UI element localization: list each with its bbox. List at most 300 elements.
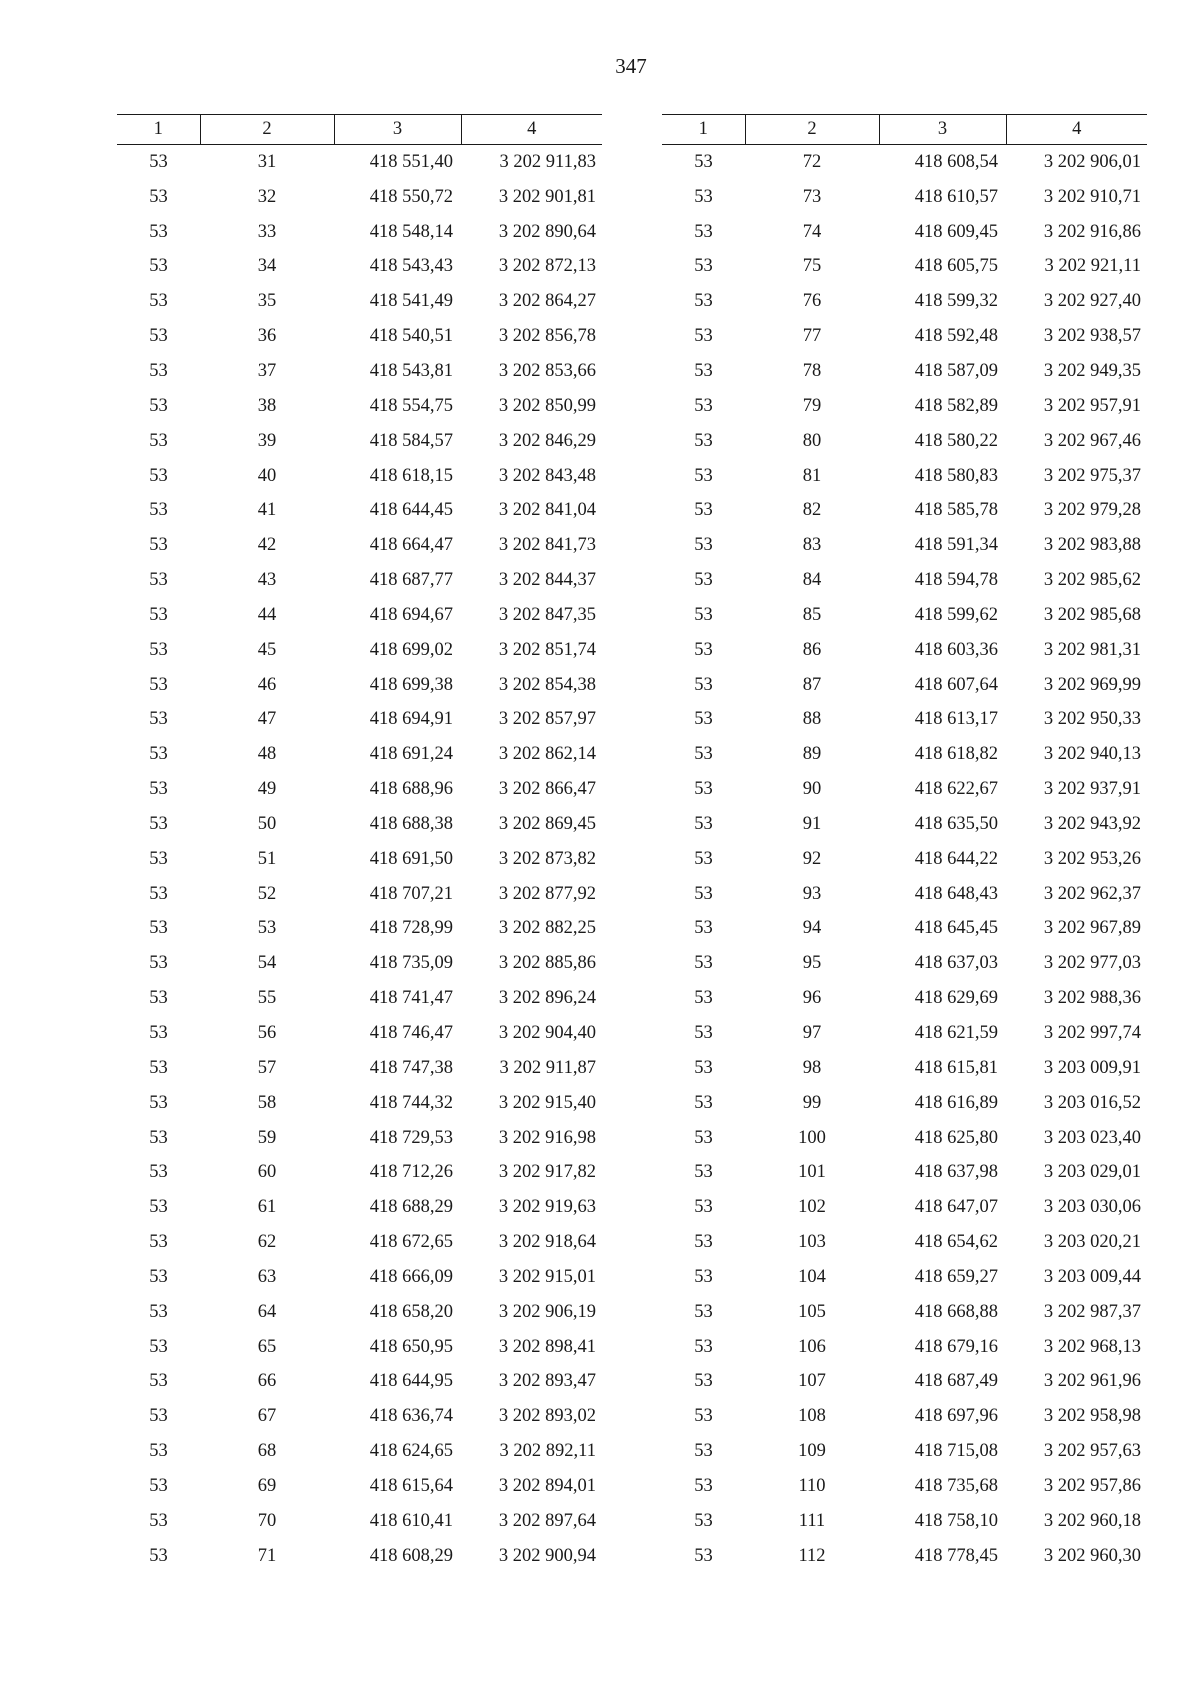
- column-header-2: 2: [745, 115, 879, 145]
- cell-y: 3 202 960,18: [1043, 1510, 1141, 1531]
- table-row: [662, 1121, 1147, 1156]
- table-row: [117, 145, 602, 180]
- cell-x: 418 618,82: [914, 744, 998, 765]
- cell-parcel: 53: [149, 1406, 168, 1427]
- cell-point: 95: [802, 953, 822, 974]
- cell-x: 418 582,89: [914, 395, 998, 416]
- cell-y: 3 202 846,29: [498, 430, 596, 451]
- cell-y: 3 202 985,68: [1043, 604, 1141, 625]
- cell-x: 418 616,89: [914, 1092, 998, 1113]
- cell-point: 63: [257, 1266, 277, 1287]
- cell-point: 73: [802, 186, 822, 207]
- cell-y: 3 202 862,14: [498, 744, 596, 765]
- cell-x: 418 543,81: [369, 360, 453, 381]
- column-header-4: 4: [461, 115, 602, 145]
- cell-parcel: 53: [694, 709, 713, 730]
- cell-y: 3 202 911,83: [499, 151, 596, 172]
- table-row: [117, 528, 602, 563]
- cell-y: 3 202 864,27: [498, 291, 596, 312]
- table-row: [662, 1190, 1147, 1225]
- cell-point: 60: [257, 1162, 277, 1183]
- table-row: [662, 493, 1147, 528]
- cell-parcel: 53: [149, 430, 168, 451]
- cell-parcel: 53: [149, 918, 168, 939]
- cell-parcel: 53: [149, 1510, 168, 1531]
- cell-y: 3 202 890,64: [498, 221, 596, 242]
- cell-y: 3 202 853,66: [498, 360, 596, 381]
- table-row: [662, 145, 1147, 180]
- cell-y: 3 202 847,35: [498, 604, 596, 625]
- cell-parcel: 53: [149, 151, 168, 172]
- cell-point: 74: [802, 221, 822, 242]
- cell-point: 110: [798, 1475, 826, 1496]
- cell-y: 3 202 957,63: [1043, 1441, 1141, 1462]
- table-row: [662, 528, 1147, 563]
- cell-x: 418 741,47: [369, 988, 453, 1009]
- cell-point: 80: [802, 430, 822, 451]
- cell-y: 3 202 841,04: [498, 500, 596, 521]
- table-row: [117, 284, 602, 319]
- cell-parcel: 53: [694, 1475, 713, 1496]
- table-row: [117, 1121, 602, 1156]
- cell-y: 3 202 857,97: [498, 709, 596, 730]
- cell-parcel: 53: [149, 1162, 168, 1183]
- table-row: [662, 807, 1147, 842]
- cell-point: 48: [257, 744, 277, 765]
- table-row: [662, 946, 1147, 981]
- cell-y: 3 202 872,13: [498, 256, 596, 277]
- table-row: [117, 1539, 602, 1574]
- cell-parcel: 53: [694, 360, 713, 381]
- cell-y: 3 202 979,28: [1043, 500, 1141, 521]
- table-row: [662, 668, 1147, 703]
- cell-parcel: 53: [149, 709, 168, 730]
- cell-point: 101: [798, 1162, 826, 1183]
- cell-x: 418 580,22: [914, 430, 998, 451]
- cell-parcel: 53: [694, 500, 713, 521]
- cell-y: 3 202 957,86: [1043, 1475, 1141, 1496]
- cell-y: 3 202 940,13: [1043, 744, 1141, 765]
- cell-x: 418 599,32: [914, 291, 998, 312]
- cell-parcel: 53: [694, 674, 713, 695]
- cell-y: 3 203 029,01: [1043, 1162, 1141, 1183]
- cell-y: 3 202 987,37: [1043, 1301, 1141, 1322]
- cell-point: 59: [257, 1127, 277, 1148]
- cell-x: 418 699,38: [369, 674, 453, 695]
- cell-x: 418 691,50: [369, 848, 453, 869]
- cell-parcel: 53: [694, 1162, 713, 1183]
- cell-parcel: 53: [694, 256, 713, 277]
- cell-point: 35: [257, 291, 277, 312]
- cell-parcel: 53: [149, 256, 168, 277]
- cell-x: 418 615,81: [914, 1057, 998, 1078]
- cell-point: 100: [798, 1127, 826, 1148]
- page-number: 347: [615, 54, 647, 78]
- table-row: [662, 319, 1147, 354]
- table-row: [117, 215, 602, 250]
- cell-y: 3 202 869,45: [498, 813, 596, 834]
- column-header-2: 2: [200, 115, 334, 145]
- cell-y: 3 203 016,52: [1043, 1092, 1141, 1113]
- cell-parcel: 53: [149, 779, 168, 800]
- cell-x: 418 728,99: [369, 918, 453, 939]
- cell-point: 57: [257, 1057, 277, 1078]
- cell-y: 3 202 844,37: [498, 570, 596, 591]
- cell-point: 81: [802, 465, 822, 486]
- cell-parcel: 53: [149, 291, 168, 312]
- table-row: [117, 1330, 602, 1365]
- table-row: [662, 877, 1147, 912]
- cell-point: 106: [798, 1336, 826, 1357]
- table-row: [117, 633, 602, 668]
- table-row: [117, 946, 602, 981]
- cell-point: 88: [802, 709, 822, 730]
- cell-x: 418 658,20: [369, 1301, 453, 1322]
- table-row: [117, 1434, 602, 1469]
- cell-point: 102: [798, 1197, 826, 1218]
- cell-y: 3 202 917,82: [498, 1162, 596, 1183]
- cell-x: 418 607,64: [914, 674, 998, 695]
- column-header-4: 4: [1006, 115, 1147, 145]
- cell-point: 58: [257, 1092, 277, 1113]
- cell-y: 3 202 893,47: [498, 1371, 596, 1392]
- cell-point: 93: [802, 883, 822, 904]
- cell-point: 40: [257, 465, 277, 486]
- cell-point: 85: [802, 604, 822, 625]
- table-row: [117, 1225, 602, 1260]
- cell-parcel: 53: [694, 395, 713, 416]
- cell-y: 3 202 897,64: [498, 1510, 596, 1531]
- cell-parcel: 53: [694, 1545, 713, 1566]
- cell-y: 3 202 894,01: [498, 1475, 596, 1496]
- table-row: [117, 1051, 602, 1086]
- cell-parcel: 53: [149, 326, 168, 347]
- cell-y: 3 202 962,37: [1043, 883, 1141, 904]
- cell-y: 3 202 910,71: [1043, 186, 1141, 207]
- cell-x: 418 758,10: [914, 1510, 998, 1531]
- cell-parcel: 53: [694, 779, 713, 800]
- cell-x: 418 679,16: [914, 1336, 998, 1357]
- cell-x: 418 637,98: [914, 1162, 998, 1183]
- cell-x: 418 712,26: [369, 1162, 453, 1183]
- cell-parcel: 53: [694, 221, 713, 242]
- cell-point: 87: [802, 674, 822, 695]
- cell-parcel: 53: [694, 1232, 713, 1253]
- cell-parcel: 53: [149, 1301, 168, 1322]
- cell-point: 32: [257, 186, 277, 207]
- cell-x: 418 608,54: [914, 151, 998, 172]
- cell-parcel: 53: [694, 570, 713, 591]
- cell-x: 418 613,17: [914, 709, 998, 730]
- cell-parcel: 53: [149, 395, 168, 416]
- table-row: [662, 772, 1147, 807]
- cell-y: 3 202 958,98: [1043, 1406, 1141, 1427]
- table-row: [662, 1225, 1147, 1260]
- cell-x: 418 594,78: [914, 570, 998, 591]
- cell-x: 418 659,27: [914, 1266, 998, 1287]
- cell-point: 31: [257, 151, 277, 172]
- cell-x: 418 580,83: [914, 465, 998, 486]
- cell-y: 3 202 873,82: [498, 848, 596, 869]
- cell-x: 418 694,91: [369, 709, 453, 730]
- cell-x: 418 541,49: [369, 291, 453, 312]
- cell-x: 418 591,34: [914, 535, 998, 556]
- cell-y: 3 202 911,87: [499, 1057, 596, 1078]
- cell-x: 418 699,02: [369, 639, 453, 660]
- table-row: [117, 703, 602, 738]
- cell-x: 418 585,78: [914, 500, 998, 521]
- cell-x: 418 688,38: [369, 813, 453, 834]
- cell-y: 3 203 009,91: [1043, 1057, 1141, 1078]
- table-row: [117, 180, 602, 215]
- cell-x: 418 735,68: [914, 1475, 998, 1496]
- cell-point: 38: [257, 395, 277, 416]
- cell-x: 418 622,67: [914, 779, 998, 800]
- cell-point: 78: [802, 360, 822, 381]
- cell-point: 105: [798, 1301, 826, 1322]
- table-body-right: [662, 145, 1147, 1574]
- table-row: [117, 319, 602, 354]
- cell-y: 3 202 938,57: [1043, 326, 1141, 347]
- table-row: [662, 703, 1147, 738]
- cell-point: 54: [257, 953, 277, 974]
- cell-point: 44: [257, 604, 277, 625]
- cell-point: 107: [798, 1371, 826, 1392]
- cell-point: 34: [257, 256, 277, 277]
- cell-x: 418 688,29: [369, 1197, 453, 1218]
- cell-parcel: 53: [694, 1406, 713, 1427]
- table-row: [117, 389, 602, 424]
- cell-parcel: 53: [694, 1023, 713, 1044]
- cell-x: 418 648,43: [914, 883, 998, 904]
- table-row: [117, 737, 602, 772]
- cell-y: 3 202 967,46: [1043, 430, 1141, 451]
- cell-parcel: 53: [694, 988, 713, 1009]
- cell-parcel: 53: [149, 1475, 168, 1496]
- cell-y: 3 202 841,73: [498, 535, 596, 556]
- cell-x: 418 584,57: [369, 430, 453, 451]
- table-row: [117, 1260, 602, 1295]
- cell-point: 64: [257, 1301, 277, 1322]
- cell-parcel: 53: [149, 1441, 168, 1462]
- table-row: [662, 1051, 1147, 1086]
- cell-x: 418 615,64: [369, 1475, 453, 1496]
- cell-point: 82: [802, 500, 822, 521]
- column-header-1: 1: [662, 115, 745, 145]
- table-row: [117, 807, 602, 842]
- cell-point: 75: [802, 256, 822, 277]
- cell-point: 69: [257, 1475, 277, 1496]
- table-row: [117, 1469, 602, 1504]
- cell-parcel: 53: [149, 953, 168, 974]
- table-row: [117, 877, 602, 912]
- cell-x: 418 697,96: [914, 1406, 998, 1427]
- cell-parcel: 53: [694, 918, 713, 939]
- cell-x: 418 654,62: [914, 1232, 998, 1253]
- cell-parcel: 53: [694, 1057, 713, 1078]
- cell-parcel: 53: [694, 848, 713, 869]
- cell-point: 47: [257, 709, 277, 730]
- cell-point: 67: [257, 1406, 277, 1427]
- cell-parcel: 53: [149, 465, 168, 486]
- cell-y: 3 202 961,96: [1043, 1371, 1141, 1392]
- cell-parcel: 53: [149, 848, 168, 869]
- cell-y: 3 202 916,98: [498, 1127, 596, 1148]
- cell-x: 418 645,45: [914, 918, 998, 939]
- cell-x: 418 625,80: [914, 1127, 998, 1148]
- cell-parcel: 53: [694, 186, 713, 207]
- cell-parcel: 53: [149, 1057, 168, 1078]
- cell-parcel: 53: [149, 1371, 168, 1392]
- cell-point: 111: [798, 1510, 826, 1531]
- cell-parcel: 53: [149, 674, 168, 695]
- cell-y: 3 203 023,40: [1043, 1127, 1141, 1148]
- cell-parcel: 53: [694, 465, 713, 486]
- table-row: [117, 1190, 602, 1225]
- cell-parcel: 53: [149, 186, 168, 207]
- cell-parcel: 53: [694, 1301, 713, 1322]
- cell-y: 3 202 915,01: [498, 1266, 596, 1287]
- cell-point: 86: [802, 639, 822, 660]
- cell-x: 418 592,48: [914, 326, 998, 347]
- coordinates-table-left: [117, 114, 602, 1574]
- cell-x: 418 647,07: [914, 1197, 998, 1218]
- cell-point: 108: [798, 1406, 826, 1427]
- cell-point: 53: [257, 918, 277, 939]
- cell-x: 418 587,09: [914, 360, 998, 381]
- cell-x: 418 629,69: [914, 988, 998, 1009]
- cell-point: 50: [257, 813, 277, 834]
- cell-point: 55: [257, 988, 277, 1009]
- cell-y: 3 202 854,38: [498, 674, 596, 695]
- cell-parcel: 53: [694, 744, 713, 765]
- cell-point: 99: [802, 1092, 822, 1113]
- cell-y: 3 202 856,78: [498, 326, 596, 347]
- table-row: [117, 250, 602, 285]
- cell-x: 418 609,45: [914, 221, 998, 242]
- cell-x: 418 610,41: [369, 1510, 453, 1531]
- table-row: [117, 1016, 602, 1051]
- cell-y: 3 202 885,86: [498, 953, 596, 974]
- cell-x: 418 644,45: [369, 500, 453, 521]
- cell-parcel: 53: [694, 604, 713, 625]
- cell-x: 418 637,03: [914, 953, 998, 974]
- cell-point: 52: [257, 883, 277, 904]
- table-row: [662, 1539, 1147, 1574]
- cell-point: 84: [802, 570, 822, 591]
- cell-point: 90: [802, 779, 822, 800]
- cell-y: 3 202 937,91: [1043, 779, 1141, 800]
- cell-y: 3 202 977,03: [1043, 953, 1141, 974]
- table-row: [117, 772, 602, 807]
- table-header-row: [117, 115, 602, 145]
- cell-y: 3 202 997,74: [1043, 1023, 1141, 1044]
- table-row: [662, 842, 1147, 877]
- cell-parcel: 53: [694, 1092, 713, 1113]
- column-header-3: 3: [334, 115, 461, 145]
- table-row: [662, 1295, 1147, 1330]
- cell-x: 418 707,21: [369, 883, 453, 904]
- cell-y: 3 202 985,62: [1043, 570, 1141, 591]
- cell-parcel: 53: [149, 1336, 168, 1357]
- cell-x: 418 608,29: [369, 1545, 453, 1566]
- cell-x: 418 668,88: [914, 1301, 998, 1322]
- cell-y: 3 202 893,02: [498, 1406, 596, 1427]
- cell-parcel: 53: [694, 291, 713, 312]
- cell-point: 49: [257, 779, 277, 800]
- cell-parcel: 53: [149, 1023, 168, 1044]
- cell-point: 109: [798, 1441, 826, 1462]
- cell-x: 418 636,74: [369, 1406, 453, 1427]
- cell-parcel: 53: [149, 1232, 168, 1253]
- cell-x: 418 744,32: [369, 1092, 453, 1113]
- coordinates-table-right: [662, 114, 1147, 1574]
- cell-point: 98: [802, 1057, 822, 1078]
- cell-x: 418 664,47: [369, 535, 453, 556]
- table-row: [117, 842, 602, 877]
- cell-point: 83: [802, 535, 822, 556]
- table-row: [117, 563, 602, 598]
- cell-x: 418 644,95: [369, 1371, 453, 1392]
- table-body-left: [117, 145, 602, 1574]
- cell-y: 3 202 927,40: [1043, 291, 1141, 312]
- cell-y: 3 203 030,06: [1043, 1197, 1141, 1218]
- cell-x: 418 603,36: [914, 639, 998, 660]
- cell-x: 418 746,47: [369, 1023, 453, 1044]
- cell-x: 418 548,14: [369, 221, 453, 242]
- cell-parcel: 53: [694, 1441, 713, 1462]
- cell-x: 418 778,45: [914, 1545, 998, 1566]
- cell-point: 65: [257, 1336, 277, 1357]
- cell-y: 3 202 983,88: [1043, 535, 1141, 556]
- cell-x: 418 687,49: [914, 1371, 998, 1392]
- cell-parcel: 53: [694, 1510, 713, 1531]
- cell-y: 3 202 921,11: [1044, 256, 1141, 277]
- cell-y: 3 202 900,94: [498, 1545, 596, 1566]
- cell-parcel: 53: [149, 1545, 168, 1566]
- cell-y: 3 202 906,19: [498, 1301, 596, 1322]
- table-row: [662, 215, 1147, 250]
- table-row: [662, 563, 1147, 598]
- table-row: [662, 180, 1147, 215]
- cell-x: 418 540,51: [369, 326, 453, 347]
- table-row: [662, 250, 1147, 285]
- table-row: [662, 459, 1147, 494]
- cell-x: 418 543,43: [369, 256, 453, 277]
- cell-point: 39: [257, 430, 277, 451]
- table-row: [117, 1399, 602, 1434]
- cell-parcel: 53: [149, 570, 168, 591]
- cell-point: 77: [802, 326, 822, 347]
- table-row: [662, 1016, 1147, 1051]
- cell-y: 3 202 882,25: [498, 918, 596, 939]
- cell-x: 418 624,65: [369, 1441, 453, 1462]
- cell-point: 112: [798, 1545, 826, 1566]
- table-row: [662, 912, 1147, 947]
- cell-point: 72: [802, 151, 822, 172]
- cell-y: 3 202 901,81: [498, 186, 596, 207]
- column-header-3: 3: [879, 115, 1006, 145]
- table-row: [662, 737, 1147, 772]
- cell-x: 418 715,08: [914, 1441, 998, 1462]
- cell-parcel: 53: [694, 151, 713, 172]
- cell-y: 3 202 943,92: [1043, 813, 1141, 834]
- cell-parcel: 53: [149, 535, 168, 556]
- table-row: [662, 1155, 1147, 1190]
- table-row: [117, 459, 602, 494]
- cell-point: 33: [257, 221, 277, 242]
- cell-point: 36: [257, 326, 277, 347]
